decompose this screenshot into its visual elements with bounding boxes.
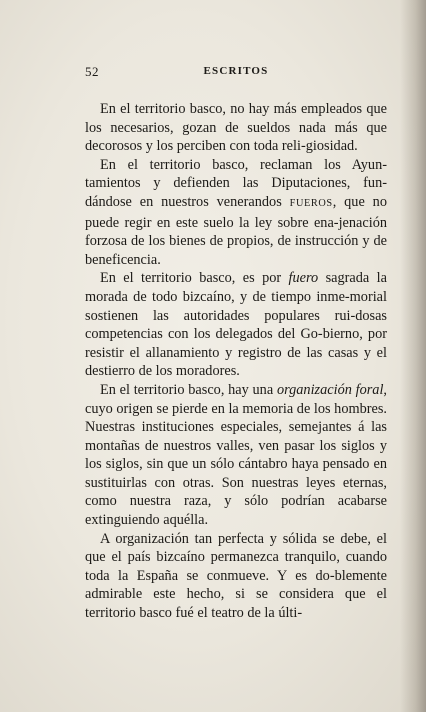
page-gutter-shadow bbox=[400, 0, 426, 712]
paragraph-1-text: En el territorio basco, no hay más empleados que los necesarios, gozan de sueldos nada más que decorosos y los perciben con toda reli-giosidad. bbox=[85, 101, 387, 155]
paragraph-1 bbox=[85, 100, 387, 156]
paragraph-4 bbox=[85, 381, 387, 530]
paragraph-4-text-after: , cuyo origen se pierde en la memoria de los hombres. Nuestras instituciones especiales, semejantes á las montañas de nuestros valles, ven pasar los siglos y los siglos, sin que un sólo cántabro haya pensado en sustituirlas con otras. Son nuestras leyes eternas, como nuestra raza, y sólo podrían acabarse extinguiendo aquélla. bbox=[85, 381, 387, 529]
body-text bbox=[85, 100, 387, 623]
paragraph-4-text-before: En el territorio basco, hay una bbox=[100, 381, 277, 398]
paragraph-2-smallcaps: FUEROS bbox=[289, 197, 333, 209]
paragraph-5 bbox=[85, 530, 387, 623]
paragraph-2 bbox=[85, 156, 387, 270]
paragraph-3-text-after: sagrada la morada de todo bizcaíno, y de tiempo inme-morial sostienen las autoridades populares rui-dosas competencias con los delegados del Go-bierno, por resistir el allanamiento y registro de las casas y el destierro de los moradores. bbox=[85, 270, 387, 380]
paragraph-2-text-after: , que no puede regir en este suelo la ley sobre ena-jenación forzosa de los bienes de propios, de instrucción y de beneficencia. bbox=[85, 193, 387, 268]
paragraph-5-text: A organización tan perfecta y sólida se debe, el que el país bizcaíno permanezca tranquilo, cuando toda la España se conmueve. Y es do-blemente admirable este hecho, si se considera que el territorio basco fué el teatro de la últi- bbox=[85, 530, 387, 622]
paragraph-3 bbox=[85, 269, 387, 381]
running-title: ESCRITOS bbox=[203, 65, 269, 77]
paragraph-3-italic: fuero bbox=[288, 270, 319, 287]
paragraph-3-text-before: En el territorio basco, es por bbox=[100, 270, 289, 287]
paragraph-2-text-before: En el territorio basco, reclaman los Ayun-tamientos y defienden las Diputaciones, fun-dándose en nuestros venerandos bbox=[85, 156, 387, 210]
page-header bbox=[85, 64, 387, 84]
page-number: 52 bbox=[85, 64, 99, 79]
paragraph-4-italic: organización foral bbox=[276, 381, 384, 398]
